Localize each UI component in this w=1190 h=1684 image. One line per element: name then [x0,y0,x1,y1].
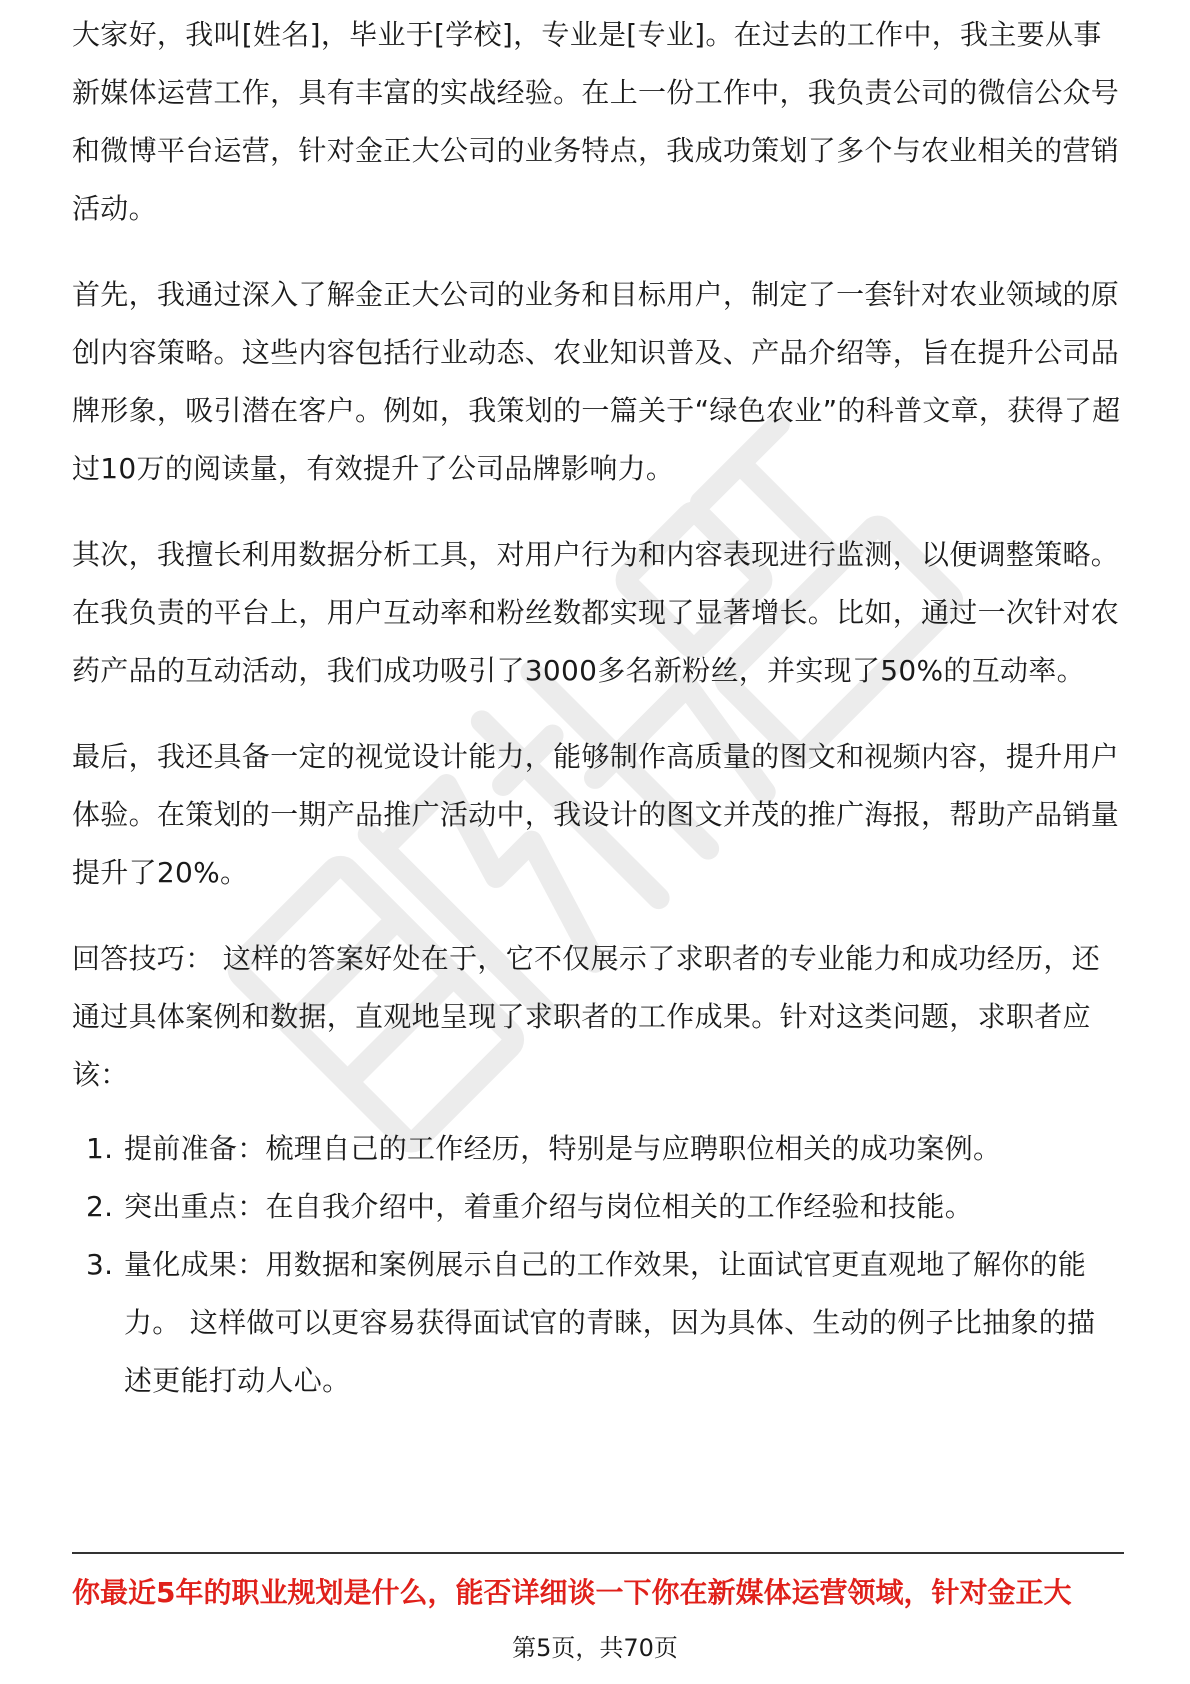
paragraph-data-analysis: 其次，我擅长利用数据分析工具，对用户行为和内容表现进行监测，以便调整策略。在我负责的平台上，用户互动率和粉丝数都实现了显著增长。比如，通过一次针对农药产品的互动活动，我们成功吸引了3000多名新粉丝，并实现了50%的互动率。 [72,538,1120,687]
intro-rest: 新媒体运营工作，具有丰富的实战经验。在上一份工作中，我负责公司的微信公众号和微博平台运营，针对金正大公司的业务特点，我成功策划了多个与农业相关的营销活动。 [72,76,1120,225]
list-item [72,1178,1122,1236]
paragraph-content-strategy: 首先，我通过深入了解金正大公司的业务和目标用户，制定了一套针对农业领域的原创内容策略。这些内容包括行业动态、农业知识普及、产品介绍等，旨在提升公司品牌形象，吸引潜在客户。例如，我策划的一篇关于“绿色农业”的科普文章，获得了超过10万的阅读量，有效提升了公司品牌影响力。 [72,278,1121,485]
tips-list [72,1120,1122,1410]
list-text: 突出重点：在自我介绍中，着重介绍与岗位相关的工作经验和技能。 [124,1190,974,1223]
page-number: 第5页，共70页 [512,1634,678,1662]
next-question-heading: 你最近5年的职业规划是什么，能否详细谈一下你在新媒体运营领域，针对金正大 [72,1576,1072,1609]
list-item [72,1120,1122,1178]
list-number: 3. [86,1248,114,1281]
intro-paragraph [72,6,1122,238]
list-text: 量化成果：用数据和案例展示自己的工作效果，让面试官更直观地了解你的能力。 这样做可以更容易获得面试官的青睐，因为具体、生动的例子比抽象的描述更能打动人心。 [124,1248,1096,1397]
list-number: 1. [86,1132,114,1165]
section-divider [72,1552,1124,1554]
intro-first-line: 大家好，我叫[姓名]，毕业于[学校]，专业是[专业]。在过去的工作中，我主要从事 [72,18,1102,51]
document-body [72,18,1122,1410]
list-text: 提前准备：梳理自己的工作经历，特别是与应聘职位相关的成功案例。 [124,1132,1002,1165]
paragraph-answer-tips: 回答技巧： 这样的答案好处在于，它不仅展示了求职者的专业能力和成功经历，还通过具体案例和数据，直观地呈现了求职者的工作成果。针对这类问题，求职者应该： [72,942,1101,1091]
paragraph-visual-design: 最后，我还具备一定的视觉设计能力，能够制作高质量的图文和视频内容，提升用户体验。在策划的一期产品推广活动中，我设计的图文并茂的推广海报，帮助产品销量提升了20%。 [72,740,1120,889]
list-item [72,1236,1122,1410]
list-number: 2. [86,1190,114,1223]
